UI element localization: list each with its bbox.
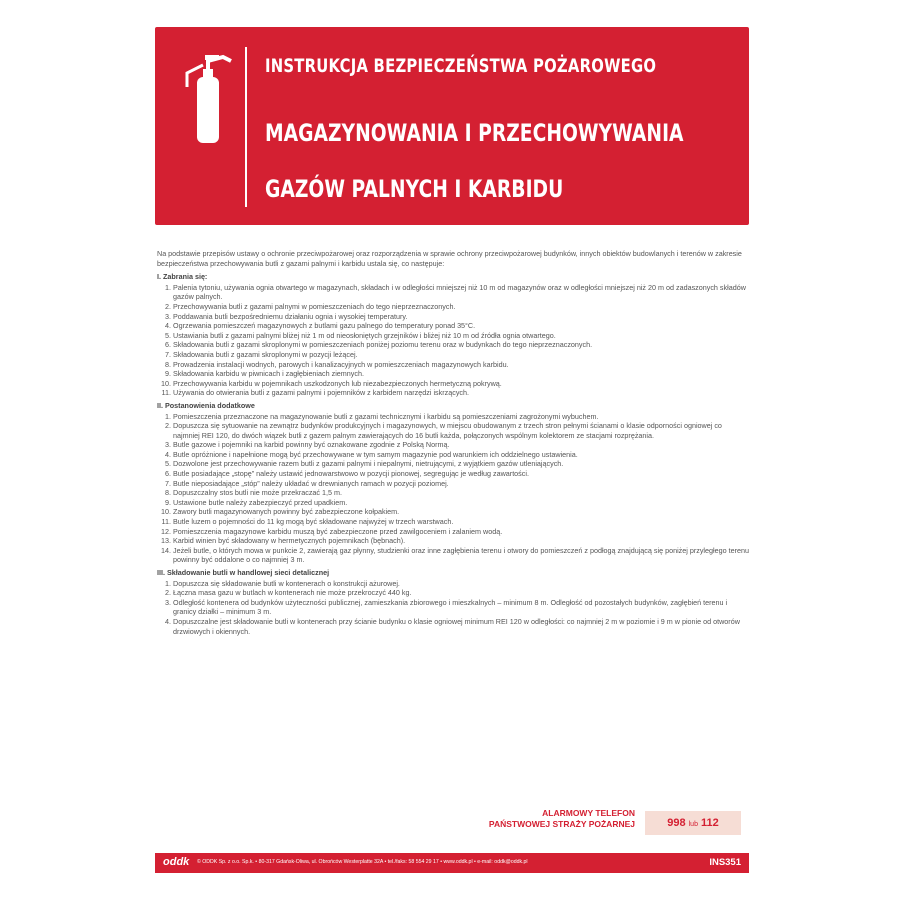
list-item: 5. Ustawiania butli z gazami palnymi bliżej niż 1 m od nieosłoniętych grzejników i bliżej niż 10 m od źródła ognia otwartego. [173,331,749,341]
list-item: 7. Składowania butli z gazami skroplonymi w pozycji leżącej. [173,350,749,360]
list-item: 3. Odległość kontenera od budynków użyteczności publicznej, zamieszkania zbiorowego i mieszkalnych – minimum 8 m. Odległość od pozostałych budynków, zagłębień terenu i granicy działki – minimum 3 m. [173,598,749,617]
list-item: 12. Pomieszczenia magazynowe karbidu muszą być zabezpieczone przed zawilgoceniem i zalaniem wodą. [173,527,749,537]
header-title-line3: GAZÓW PALNYCH I KARBIDU [265,175,564,203]
list-item: 4. Dopuszczalne jest składowanie butli w kontenerach przy ścianie budynku o klasie ogniowej minimum REI 120 w odległości: co najmniej 2 m w poziomie i 9 m w pionie od otworów drzwiowych i okiennych. [173,617,749,636]
list-item: 6. Butle posiadające „stopę” należy ustawić jednowarstwowo w pozycji pionowej, segregując je według zawartości. [173,469,749,479]
header-banner [155,27,749,225]
alarm-label-line2: PAŃSTWOWEJ STRAŻY POŻARNEJ [488,819,635,829]
section-title: II. Postanowienia dodatkowe [157,400,255,410]
safety-sign-sheet [155,27,749,875]
list-item: 10. Zawory butli magazynowanych powinny być zabezpieczone kołpakiem. [173,507,749,517]
list-item: 13. Karbid winien być składowany w hermetycznych pojemnikach (bębnach). [173,536,749,546]
alarm-number-box [645,811,741,835]
alarm-lub: lub [688,821,698,828]
list-item: 4. Butle opróżnione i napełnione mogą być przechowywane w tym samym magazynie pod warunkiem ich oddzielnego ustawienia. [173,450,749,460]
list-item: 8. Prowadzenia instalacji wodnych, parowych i kanalizacyjnych w pomieszczeniach magazynowych karbidu. [173,360,749,370]
list-item: 2. Dopuszcza się sytuowanie na zewnątrz budynków produkcyjnych i magazynowych, w miejscu obudowanym z trzech stron pełnymi ścianami o klasie odporności ogniowej co najmniej REI 120, do dwóch wiązek butli z gazem palnym zawierających do 16 butli każda, połączonych wspólnym kolektorem ze stacjami rozprężania. [173,421,749,440]
list-item: 1. Pomieszczenia przeznaczone na magazynowanie butli z gazami technicznymi i karbidu są pomieszczeniami zagrożonymi wybuchem. [173,412,749,422]
section-additional-provisions [157,401,749,565]
alarm-phone-label [465,808,635,830]
alarm-label-line1: ALARMOWY TELEFON [542,808,635,818]
header-title-line2: MAGAZYNOWANIA I PRZECHOWYWANIA [265,119,684,147]
list-item: 3. Poddawania butli bezpośredniemu działaniu ognia i wysokiej temperatury. [173,312,749,322]
list-item: 6. Składowania butli z gazami skroplonymi w pomieszczeniach poniżej poziomu terenu oraz w budynkach do tego nieprzeznaczonych. [173,340,749,350]
section-title: III. Składowanie butli w handlowej sieci detalicznej [157,568,330,577]
list-item: 7. Butle nieposiadające „stóp” należy układać w drewnianych ramach w pozycji poziomej. [173,479,749,489]
section-retail-storage [157,568,749,636]
list-item: 9. Ustawione butle należy zabezpieczyć przed upadkiem. [173,498,749,508]
list-item: 1. Palenia tytoniu, używania ognia otwartego w magazynach, składach i w odległości mniejszej niż 10 m od magazynów oraz w odległości mniejszej niż 20 m od zadaszonych składów gazów palnych. [173,283,749,302]
list-item: 3. Butle gazowe i pojemniki na karbid powinny być oznakowane zgodnie z Polską Normą. [173,440,749,450]
list-item: 8. Dopuszczalny stos butli nie może przekraczać 1,5 m. [173,488,749,498]
intro-paragraph: Na podstawie przepisów ustawy o ochronie przeciwpożarowej oraz rozporządzenia w sprawie ochrony przeciwpożarowej budynków, innych obiektów budowlanych i terenów w zakresie bezpieczeństwa przechowywania butli z gazami palnymi i karbidu ustala się, co następuje: [157,249,742,268]
list-item: 11. Butle luzem o pojemności do 11 kg mogą być składowane najwyżej w trzech warstwach. [173,517,749,527]
footer-bar [155,853,749,873]
emergency-number-998: 998 [667,817,686,829]
oddk-logo: oddk [163,856,190,868]
fire-extinguisher-icon [183,49,233,149]
list-item: 9. Składowania karbidu w piwnicach i zagłębieniach ziemnych. [173,369,749,379]
list-item: 4. Ogrzewania pomieszczeń magazynowych z butlami gazu palnego do temperatury ponad 35°C. [173,321,749,331]
footer-contact-info: © ODDK Sp. z o.o. Sp.k. • 80-317 Gdańsk-Oliwa, ul. Obrońców Westerplatte 32A • tel./faks: 58 554 29 17 • www.oddk.pl • e-mail: oddk@oddk.pl [197,859,528,865]
emergency-number-112: 112 [701,817,719,829]
list-item: 11. Używania do otwierania butli z gazami palnymi i pojemników z karbidem narzędzi iskrzących. [173,388,749,398]
list-item: 1. Dopuszcza się składowanie butli w kontenerach o konstrukcji ażurowej. [173,579,749,589]
instruction-body [157,249,749,636]
header-title-line1: INSTRUKCJA BEZPIECZEŃSTWA POŻAROWEGO [265,55,657,77]
section-prohibitions [157,272,749,398]
list-item: 2. Łączna masa gazu w butlach w kontenerach nie może przekroczyć 440 kg. [173,588,749,598]
list-item: 10. Przechowywania karbidu w pojemnikach uszkodzonych lub niezabezpieczonych hermetyczną pokrywą. [173,379,749,389]
list-item: 14. Jeżeli butle, o których mowa w punkcie 2, zawierają gaz płynny, studzienki oraz inne zagłębienia terenu i otwory do pomieszczeń z podłogą znajdującą się poniżej przyległego terenu powinny być oddalone o co najmniej 3 m. [173,546,749,565]
list-item: 2. Przechowywania butli z gazami palnymi w pomieszczeniach do tego nieprzeznaczonych. [173,302,749,312]
list-item: 5. Dozwolone jest przechowywanie razem butli z gazami palnymi i niepalnymi, nietrującymi, z wyjątkiem gazów utleniających. [173,459,749,469]
header-divider [245,47,247,207]
section-title: I. Zabrania się: [157,272,208,282]
product-code: INS351 [709,857,741,868]
